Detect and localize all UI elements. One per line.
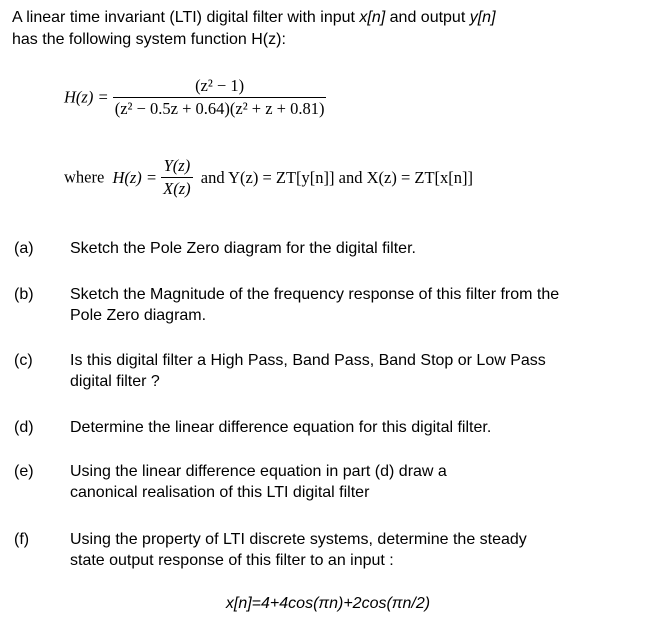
question-b-text: Sketch the Magnitude of the frequency response of this filter from the Pole Zero diagram.	[70, 286, 560, 324]
transfer-definition-equation	[64, 156, 473, 199]
eq1-lhs: H(z) =	[64, 87, 109, 107]
eq2-rest: and Y(z) = ZT[y[n]] and X(z) = ZT[x[n]]	[200, 167, 474, 187]
intro-text-2: and output	[385, 9, 470, 26]
intro-paragraph	[12, 7, 642, 51]
question-f-text: Using the property of LTI discrete systems, determine the steady state output response of this filter to an input :	[70, 531, 527, 569]
question-d-label: (d)	[14, 419, 34, 436]
question-e-text: Using the linear difference equation in part (d) draw a canonical realisation of this LTI digital filter	[70, 463, 447, 501]
question-b-label: (b)	[14, 286, 34, 303]
eq2-fraction	[161, 156, 193, 199]
eq2-denominator: X(z)	[163, 179, 191, 198]
question-a-label: (a)	[14, 240, 34, 257]
question-c-text: Is this digital filter a High Pass, Band Pass, Band Stop or Low Pass digital filter ?	[70, 352, 546, 390]
eq2-lhs: H(z) =	[112, 167, 158, 187]
eq2-where: where	[64, 167, 105, 187]
intro-text-3: has the following system function H(z):	[12, 31, 286, 48]
question-c-label: (c)	[14, 352, 33, 369]
question-a-text: Sketch the Pole Zero diagram for the digital filter.	[70, 240, 416, 257]
question-e-label: (e)	[14, 463, 34, 480]
eq2-numerator: Y(z)	[163, 156, 191, 175]
system-function-equation	[64, 76, 326, 119]
intro-output-symbol: y[n]	[469, 9, 496, 26]
eq1-numerator: (z² − 1)	[195, 76, 245, 95]
question-f-label: (f)	[14, 531, 30, 548]
intro-input-symbol: x[n]	[359, 9, 386, 26]
input-signal-equation: x[n]=4+4cos(πn)+2cos(πn/2)	[225, 595, 431, 612]
eq1-fraction	[113, 76, 327, 119]
question-d-text: Determine the linear difference equation for this digital filter.	[70, 419, 492, 436]
intro-text-1: A linear time invariant (LTI) digital filter with input	[12, 9, 360, 26]
eq1-denominator: (z² − 0.5z + 0.64)(z² + z + 0.81)	[114, 99, 325, 118]
